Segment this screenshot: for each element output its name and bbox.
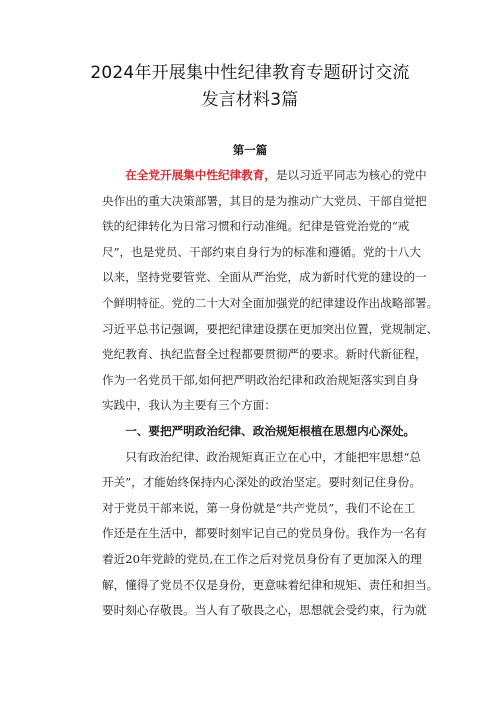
document-title-line-1: 2024年开展集中性纪律教育专题研讨交流 [90, 63, 410, 83]
paragraph-line: 个鲜明特征。党的二十大对全面加强党的纪律建设作出战略部署。 [102, 295, 439, 310]
paragraph-2-continued [102, 470, 439, 624]
line-text: 是以习近平同志为核心的党中 [275, 168, 427, 182]
paragraph-2 [102, 445, 421, 471]
paragraph-line: 党纪教育、执纪监督全过程都要贯彻严的要求。新时代新征程， [102, 347, 427, 362]
paragraph-line: 作还是在生活中，都要时刻牢记自己的党员身份。我作为一名有 [102, 526, 427, 541]
section-heading-1 [102, 419, 416, 445]
paragraph-line: 习近平总书记强调，要把纪律建设摆在更加突出位置，党规制定、 [102, 321, 439, 336]
paragraph-intro-continued [102, 189, 439, 419]
paragraph-intro [102, 163, 427, 189]
heading-text: 一、要把严明政治纪律、政治规矩根植在思想内心深处。 [125, 423, 416, 438]
document-title-line-2: 发言材料3篇 [201, 90, 299, 110]
paragraph-line: 以来，坚持党要管党、全面从严治党，成为新时代党的建设的一 [102, 270, 427, 285]
paragraph-line: 开关”，才能始终保持内心深处的政治坚定。要时刻记住身份。 [102, 475, 421, 490]
paragraph-line [102, 163, 427, 189]
paragraph-line: 着近20年党龄的党员,在工作之后对党员身份有了更加深入的理 [102, 551, 422, 566]
paragraph-line: 尺”，也是党员、干部约束自身行为的标准和遵循。党的十八大 [102, 244, 421, 259]
paragraph-line: 铁的纪律转化为日常习惯和行动准绳。纪律是管党治党的“戒 [102, 219, 410, 234]
paragraph-line: 只有政治纪律、政治规矩真正立在心中，才能把牢思想“总 [125, 449, 421, 464]
section-label: 第一篇 [232, 143, 268, 157]
highlighted-phrase: 在全党开展集中性纪律教育， [125, 168, 276, 182]
paragraph-line: 央作出的重大决策部署，其目的是为推动广大党员、干部自觉把 [102, 193, 427, 208]
document-body [102, 163, 439, 624]
paragraph-line: 实践中，我认为主要有三个方面： [102, 398, 276, 413]
paragraph-line: 作为一名党员干部,如何把严明政治纪律和政治规矩落实到自身 [102, 372, 419, 387]
paragraph-line: 要时刻心存敬畏。当人有了敬畏之心，思想就会受约束，行为就 [102, 603, 427, 618]
paragraph-line: 对于党员干部来说，第一身份就是“共产党员”，我们不论在工 [102, 500, 416, 515]
paragraph-line: 解，懂得了党员不仅是身份，更意味着纪律和规矩、责任和担当。 [102, 577, 439, 592]
